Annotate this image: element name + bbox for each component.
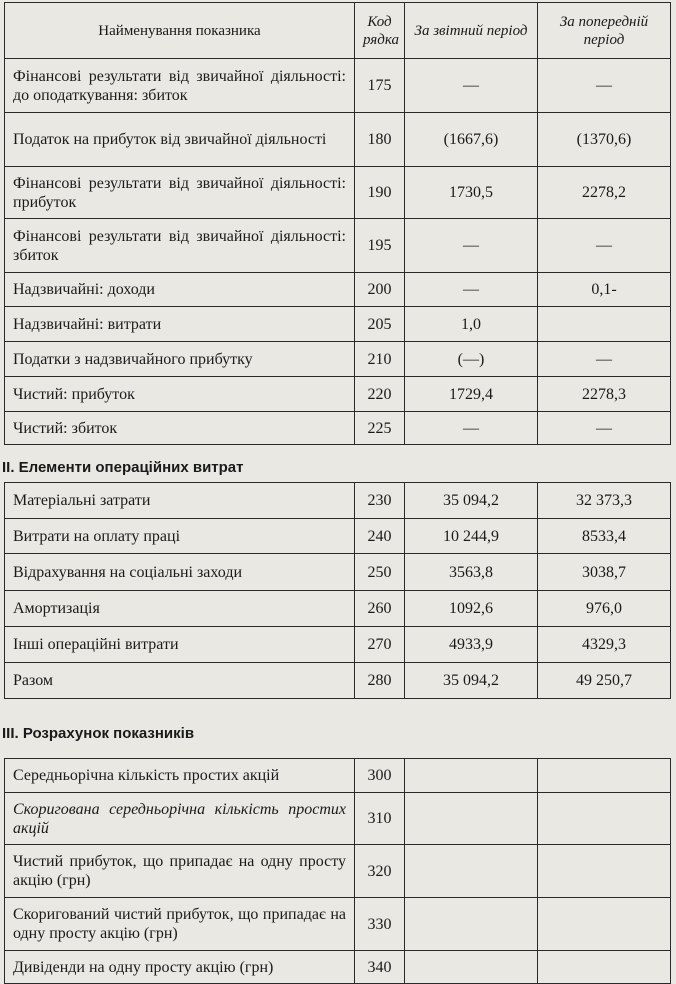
row-name: Відрахування на соціальні заходи — [5, 554, 355, 591]
table-row — [5, 219, 671, 273]
table-row — [5, 307, 671, 342]
row-code: 240 — [355, 519, 405, 554]
row-name: Надзвичайні: доходи — [5, 273, 355, 307]
row-previous — [538, 307, 671, 342]
table-row — [5, 342, 671, 377]
row-current: (1667,6) — [405, 113, 538, 167]
row-current: — — [405, 59, 538, 113]
table-row — [5, 627, 671, 663]
row-name: Скоригована середньорічна кількість простих акцій — [5, 793, 355, 845]
row-current: 35 094,2 — [405, 663, 538, 699]
section-title-indicators: III. Розрахунок показників — [2, 725, 195, 742]
row-current — [405, 898, 538, 951]
row-current: 1730,5 — [405, 167, 538, 219]
table-row — [5, 554, 671, 591]
row-name: Інші операційні витрати — [5, 627, 355, 663]
row-current: 4933,9 — [405, 627, 538, 663]
row-name: Разом — [5, 663, 355, 699]
financial-results-table — [4, 2, 671, 445]
row-code: 260 — [355, 591, 405, 627]
row-name: Матеріальні затрати — [5, 483, 355, 519]
row-code: 225 — [355, 412, 405, 445]
row-name: Фінансові результати від звичайної діяльності: до оподаткування: збиток — [5, 59, 355, 113]
row-current: 35 094,2 — [405, 483, 538, 519]
row-current: — — [405, 412, 538, 445]
row-name: Амортизація — [5, 591, 355, 627]
indicators-table — [4, 758, 671, 984]
row-current: (—) — [405, 342, 538, 377]
row-current: 1729,4 — [405, 377, 538, 412]
header-code: Код рядка — [355, 3, 405, 59]
row-name: Надзвичайні: витрати — [5, 307, 355, 342]
row-previous: 2278,3 — [538, 377, 671, 412]
row-previous — [538, 845, 671, 898]
row-code: 230 — [355, 483, 405, 519]
table-row — [5, 167, 671, 219]
row-previous: 4329,3 — [538, 627, 671, 663]
header-previous: За попередній період — [538, 3, 671, 59]
row-code: 210 — [355, 342, 405, 377]
table-row — [5, 519, 671, 554]
row-name: Середньорічна кількість простих акцій — [5, 759, 355, 793]
row-previous: 32 373,3 — [538, 483, 671, 519]
row-name: Чистий прибуток, що припадає на одну просту акцію (грн) — [5, 845, 355, 898]
row-code: 300 — [355, 759, 405, 793]
row-name: Податки з надзвичайного прибутку — [5, 342, 355, 377]
row-name: Дивіденди на одну просту акцію (грн) — [5, 951, 355, 984]
row-previous — [538, 898, 671, 951]
row-name: Податок на прибуток від звичайної діяльності — [5, 113, 355, 167]
row-previous: — — [538, 59, 671, 113]
row-code: 195 — [355, 219, 405, 273]
row-current: 1092,6 — [405, 591, 538, 627]
row-previous: 8533,4 — [538, 519, 671, 554]
table-row — [5, 759, 671, 793]
table-row — [5, 412, 671, 445]
table-row — [5, 59, 671, 113]
table-row — [5, 951, 671, 984]
row-name: Фінансові результати від звичайної діяльності: прибуток — [5, 167, 355, 219]
table-row — [5, 483, 671, 519]
row-previous: (1370,6) — [538, 113, 671, 167]
row-previous: 49 250,7 — [538, 663, 671, 699]
table-row — [5, 845, 671, 898]
row-name: Чистий: збиток — [5, 412, 355, 445]
row-previous: 976,0 — [538, 591, 671, 627]
row-code: 250 — [355, 554, 405, 591]
row-previous — [538, 759, 671, 793]
row-code: 180 — [355, 113, 405, 167]
row-current — [405, 845, 538, 898]
row-name: Чистий: прибуток — [5, 377, 355, 412]
row-code: 175 — [355, 59, 405, 113]
row-previous: — — [538, 342, 671, 377]
row-current: 10 244,9 — [405, 519, 538, 554]
table-row — [5, 113, 671, 167]
row-code: 205 — [355, 307, 405, 342]
row-previous: — — [538, 219, 671, 273]
row-code: 310 — [355, 793, 405, 845]
row-current: 3563,8 — [405, 554, 538, 591]
table-row — [5, 663, 671, 699]
table-row — [5, 273, 671, 307]
row-current — [405, 793, 538, 845]
header-current: За звітний період — [405, 3, 538, 59]
row-current — [405, 951, 538, 984]
row-previous: 3038,7 — [538, 554, 671, 591]
row-current: — — [405, 219, 538, 273]
table-row — [5, 898, 671, 951]
row-current: — — [405, 273, 538, 307]
row-previous — [538, 951, 671, 984]
section-title-operating-expenses: II. Елементи операційних витрат — [2, 459, 244, 476]
row-name: Скоригований чистий прибуток, що припадає на одну просту акцію (грн) — [5, 898, 355, 951]
row-previous: — — [538, 412, 671, 445]
row-name: Фінансові результати від звичайної діяльності: збиток — [5, 219, 355, 273]
header-name: Найменування показника — [5, 3, 355, 59]
row-code: 190 — [355, 167, 405, 219]
row-name: Витрати на оплату праці — [5, 519, 355, 554]
row-code: 200 — [355, 273, 405, 307]
operating-expenses-table — [4, 482, 671, 699]
table-row — [5, 793, 671, 845]
row-code: 340 — [355, 951, 405, 984]
row-code: 220 — [355, 377, 405, 412]
row-code: 320 — [355, 845, 405, 898]
row-code: 280 — [355, 663, 405, 699]
row-code: 270 — [355, 627, 405, 663]
table-row — [5, 591, 671, 627]
table-row — [5, 377, 671, 412]
row-previous: 2278,2 — [538, 167, 671, 219]
table-header-row — [5, 3, 671, 59]
row-current — [405, 759, 538, 793]
row-current: 1,0 — [405, 307, 538, 342]
row-code: 330 — [355, 898, 405, 951]
row-previous — [538, 793, 671, 845]
row-previous: 0,1- — [538, 273, 671, 307]
